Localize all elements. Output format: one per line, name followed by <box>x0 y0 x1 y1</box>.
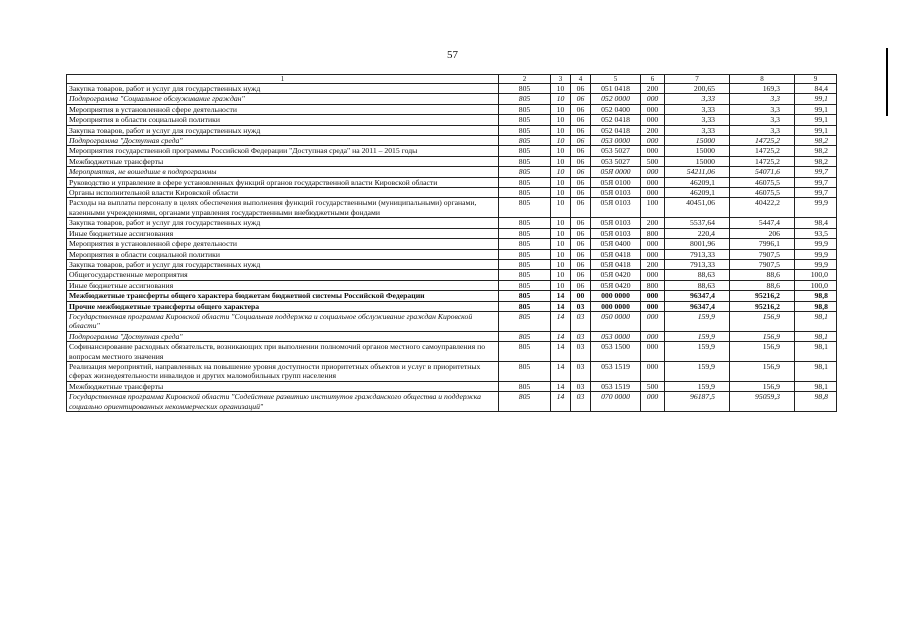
cell-percent: 98,1 <box>795 361 837 381</box>
cell-subsection: 06 <box>571 249 591 259</box>
cell-section: 10 <box>551 104 571 114</box>
cell-admin: 805 <box>499 270 551 280</box>
cell-expense-type: 000 <box>641 115 665 125</box>
table-row <box>67 280 837 290</box>
cell-percent: 98,8 <box>795 291 837 301</box>
cell-planned: 7913,33 <box>665 249 730 259</box>
cell-planned: 3,33 <box>665 104 730 114</box>
cell-expense-type: 200 <box>641 218 665 228</box>
cell-target-article: 05Я 0420 <box>591 270 641 280</box>
cell-target-article: 053 5027 <box>591 146 641 156</box>
cell-actual: 156,9 <box>730 381 795 391</box>
cell-admin: 805 <box>499 280 551 290</box>
budget-table <box>66 74 837 412</box>
cell-admin: 805 <box>499 342 551 362</box>
cell-target-article: 052 0000 <box>591 94 641 104</box>
cell-planned: 159,9 <box>665 311 730 331</box>
cell-planned: 5537,64 <box>665 218 730 228</box>
cell-admin: 805 <box>499 94 551 104</box>
cell-section: 10 <box>551 259 571 269</box>
cell-section: 10 <box>551 84 571 94</box>
cell-admin: 805 <box>499 104 551 114</box>
cell-actual: 14725,2 <box>730 156 795 166</box>
cell-planned: 3,33 <box>665 94 730 104</box>
cell-actual: 7996,1 <box>730 239 795 249</box>
cell-admin: 805 <box>499 198 551 218</box>
table-row <box>67 177 837 187</box>
cell-target-article: 053 5027 <box>591 156 641 166</box>
cell-planned: 159,9 <box>665 361 730 381</box>
table-row <box>67 381 837 391</box>
cell-expense-type: 000 <box>641 392 665 412</box>
cell-planned: 7913,33 <box>665 259 730 269</box>
row-name: Мероприятия, не вошедшие в подпрограммы <box>67 167 499 177</box>
cell-percent: 99,1 <box>795 125 837 135</box>
cell-actual: 88,6 <box>730 270 795 280</box>
cell-percent: 98,8 <box>795 392 837 412</box>
table-row <box>67 94 837 104</box>
cell-admin: 805 <box>499 381 551 391</box>
cell-actual: 88,6 <box>730 280 795 290</box>
table-row <box>67 361 837 381</box>
cell-section: 10 <box>551 94 571 104</box>
cell-expense-type: 000 <box>641 311 665 331</box>
cell-planned: 46209,1 <box>665 177 730 187</box>
cell-percent: 99,1 <box>795 94 837 104</box>
cell-admin: 805 <box>499 84 551 94</box>
cell-actual: 46075,5 <box>730 188 795 198</box>
cell-target-article: 052 0400 <box>591 104 641 114</box>
cell-expense-type: 800 <box>641 280 665 290</box>
cell-admin: 805 <box>499 228 551 238</box>
cell-section: 14 <box>551 301 571 311</box>
row-name: Государственная программа Кировской области "Социальная поддержка и социальное обслуживание граждан Кировской области" <box>67 311 499 331</box>
cell-subsection: 03 <box>571 361 591 381</box>
cell-target-article: 05Я 0400 <box>591 239 641 249</box>
cell-section: 10 <box>551 249 571 259</box>
cell-actual: 206 <box>730 228 795 238</box>
cell-target-article: 053 0000 <box>591 136 641 146</box>
column-header: 5 <box>591 75 641 84</box>
cell-actual: 156,9 <box>730 342 795 362</box>
cell-expense-type: 000 <box>641 301 665 311</box>
cell-subsection: 06 <box>571 218 591 228</box>
cell-section: 10 <box>551 177 571 187</box>
cell-planned: 54211,06 <box>665 167 730 177</box>
cell-subsection: 06 <box>571 84 591 94</box>
cell-expense-type: 000 <box>641 177 665 187</box>
cell-target-article: 000 0000 <box>591 301 641 311</box>
cell-section: 10 <box>551 115 571 125</box>
cell-actual: 14725,2 <box>730 146 795 156</box>
cell-planned: 88,63 <box>665 270 730 280</box>
cell-subsection: 03 <box>571 301 591 311</box>
column-header: 4 <box>571 75 591 84</box>
row-name: Реализация мероприятий, направленных на повышение уровня доступности приоритетных объектов и услуг в приоритетных сферах жизнедеятельности инвалидов и других маломобильных групп населения <box>67 361 499 381</box>
cell-section: 10 <box>551 218 571 228</box>
cell-subsection: 06 <box>571 104 591 114</box>
cell-percent: 99,1 <box>795 104 837 114</box>
cell-percent: 93,5 <box>795 228 837 238</box>
cell-expense-type: 000 <box>641 291 665 301</box>
cell-percent: 98,1 <box>795 311 837 331</box>
cell-target-article: 05Я 0418 <box>591 259 641 269</box>
cell-section: 10 <box>551 228 571 238</box>
cell-admin: 805 <box>499 291 551 301</box>
table-row <box>67 249 837 259</box>
cell-subsection: 06 <box>571 198 591 218</box>
cell-percent: 98,2 <box>795 156 837 166</box>
cell-percent: 99,9 <box>795 198 837 218</box>
table-row <box>67 392 837 412</box>
row-name: Закупка товаров, работ и услуг для государственных нужд <box>67 218 499 228</box>
cell-planned: 159,9 <box>665 331 730 341</box>
cell-target-article: 051 0418 <box>591 84 641 94</box>
row-name: Подпрограмма "Доступная среда" <box>67 331 499 341</box>
row-name: Мероприятия в области социальной политики <box>67 115 499 125</box>
cell-percent: 98,8 <box>795 301 837 311</box>
cell-expense-type: 000 <box>641 136 665 146</box>
cell-target-article: 000 0000 <box>591 291 641 301</box>
row-name: Иные бюджетные ассигнования <box>67 228 499 238</box>
cell-section: 10 <box>551 167 571 177</box>
cell-subsection: 06 <box>571 125 591 135</box>
cell-target-article: 053 1519 <box>591 381 641 391</box>
margin-line <box>886 48 888 116</box>
cell-percent: 99,9 <box>795 239 837 249</box>
row-name: Межбюджетные трансферты <box>67 156 499 166</box>
cell-subsection: 03 <box>571 331 591 341</box>
cell-percent: 99,9 <box>795 259 837 269</box>
cell-percent: 99,9 <box>795 249 837 259</box>
row-name: Мероприятия в области социальной политики <box>67 249 499 259</box>
cell-subsection: 06 <box>571 270 591 280</box>
cell-planned: 96347,4 <box>665 301 730 311</box>
cell-planned: 15000 <box>665 136 730 146</box>
cell-admin: 805 <box>499 301 551 311</box>
table-row <box>67 146 837 156</box>
cell-subsection: 06 <box>571 115 591 125</box>
cell-planned: 15000 <box>665 146 730 156</box>
cell-section: 10 <box>551 156 571 166</box>
cell-actual: 156,9 <box>730 361 795 381</box>
column-header: 6 <box>641 75 665 84</box>
cell-target-article: 05Я 0103 <box>591 198 641 218</box>
cell-actual: 3,3 <box>730 125 795 135</box>
cell-expense-type: 000 <box>641 270 665 280</box>
cell-admin: 805 <box>499 331 551 341</box>
row-name: Руководство и управление в сфере установленных функций органов государственной власти Кировской области <box>67 177 499 187</box>
cell-actual: 7907,5 <box>730 249 795 259</box>
cell-actual: 95216,2 <box>730 301 795 311</box>
cell-admin: 805 <box>499 115 551 125</box>
cell-subsection: 06 <box>571 259 591 269</box>
cell-target-article: 05Я 0103 <box>591 218 641 228</box>
row-name: Подпрограмма "Социальное обслуживание граждан" <box>67 94 499 104</box>
cell-target-article: 053 1519 <box>591 361 641 381</box>
cell-subsection: 06 <box>571 239 591 249</box>
cell-section: 10 <box>551 136 571 146</box>
table-row <box>67 291 837 301</box>
cell-target-article: 05Я 0103 <box>591 228 641 238</box>
cell-admin: 805 <box>499 218 551 228</box>
cell-planned: 200,65 <box>665 84 730 94</box>
cell-section: 14 <box>551 291 571 301</box>
cell-target-article: 070 0000 <box>591 392 641 412</box>
cell-planned: 15000 <box>665 156 730 166</box>
cell-actual: 95216,2 <box>730 291 795 301</box>
cell-target-article: 05Я 0103 <box>591 188 641 198</box>
cell-expense-type: 000 <box>641 167 665 177</box>
cell-section: 14 <box>551 311 571 331</box>
cell-expense-type: 200 <box>641 84 665 94</box>
cell-subsection: 03 <box>571 342 591 362</box>
cell-actual: 156,9 <box>730 331 795 341</box>
table-row <box>67 84 837 94</box>
row-name: Органы исполнительной власти Кировской области <box>67 188 499 198</box>
row-name: Иные бюджетные ассигнования <box>67 280 499 290</box>
column-header: 9 <box>795 75 837 84</box>
cell-expense-type: 000 <box>641 239 665 249</box>
cell-planned: 220,4 <box>665 228 730 238</box>
cell-target-article: 053 1500 <box>591 342 641 362</box>
cell-subsection: 03 <box>571 392 591 412</box>
cell-section: 14 <box>551 331 571 341</box>
cell-admin: 805 <box>499 188 551 198</box>
cell-expense-type: 000 <box>641 361 665 381</box>
row-name: Общегосударственные мероприятия <box>67 270 499 280</box>
cell-admin: 805 <box>499 311 551 331</box>
cell-section: 14 <box>551 381 571 391</box>
cell-expense-type: 800 <box>641 228 665 238</box>
table-row <box>67 239 837 249</box>
cell-admin: 805 <box>499 239 551 249</box>
cell-actual: 169,3 <box>730 84 795 94</box>
cell-expense-type: 100 <box>641 198 665 218</box>
cell-planned: 46209,1 <box>665 188 730 198</box>
cell-planned: 88,63 <box>665 280 730 290</box>
table-row <box>67 218 837 228</box>
cell-target-article: 05Я 0420 <box>591 280 641 290</box>
cell-percent: 100,0 <box>795 270 837 280</box>
cell-target-article: 05Я 0418 <box>591 249 641 259</box>
cell-admin: 805 <box>499 392 551 412</box>
column-header: 7 <box>665 75 730 84</box>
cell-target-article: 053 0000 <box>591 331 641 341</box>
table-row <box>67 104 837 114</box>
cell-percent: 98,2 <box>795 146 837 156</box>
cell-target-article: 052 0418 <box>591 125 641 135</box>
cell-target-article: 052 0418 <box>591 115 641 125</box>
cell-percent: 98,1 <box>795 342 837 362</box>
cell-subsection: 00 <box>571 291 591 301</box>
cell-expense-type: 000 <box>641 188 665 198</box>
cell-admin: 805 <box>499 177 551 187</box>
cell-subsection: 03 <box>571 311 591 331</box>
table-row <box>67 115 837 125</box>
cell-percent: 99,7 <box>795 167 837 177</box>
cell-section: 10 <box>551 198 571 218</box>
cell-subsection: 06 <box>571 177 591 187</box>
cell-subsection: 03 <box>571 381 591 391</box>
cell-expense-type: 000 <box>641 331 665 341</box>
cell-subsection: 06 <box>571 94 591 104</box>
row-name: Прочие межбюджетные трансферты общего характера <box>67 301 499 311</box>
cell-percent: 99,7 <box>795 177 837 187</box>
cell-expense-type: 000 <box>641 342 665 362</box>
cell-planned: 3,33 <box>665 125 730 135</box>
cell-subsection: 06 <box>571 228 591 238</box>
cell-expense-type: 500 <box>641 381 665 391</box>
column-header: 1 <box>67 75 499 84</box>
cell-planned: 96347,4 <box>665 291 730 301</box>
cell-expense-type: 000 <box>641 104 665 114</box>
table-row <box>67 311 837 331</box>
row-name: Мероприятия в установленной сфере деятельности <box>67 239 499 249</box>
table-row <box>67 270 837 280</box>
cell-subsection: 06 <box>571 146 591 156</box>
cell-subsection: 06 <box>571 280 591 290</box>
cell-section: 14 <box>551 361 571 381</box>
cell-expense-type: 000 <box>641 94 665 104</box>
table-row <box>67 136 837 146</box>
page-number: 57 <box>447 49 458 61</box>
cell-planned: 8001,96 <box>665 239 730 249</box>
cell-section: 10 <box>551 125 571 135</box>
cell-target-article: 05Я 0000 <box>591 167 641 177</box>
cell-subsection: 06 <box>571 167 591 177</box>
cell-admin: 805 <box>499 259 551 269</box>
cell-admin: 805 <box>499 136 551 146</box>
cell-section: 10 <box>551 270 571 280</box>
cell-admin: 805 <box>499 249 551 259</box>
header-row <box>67 75 837 84</box>
table-body <box>67 75 837 412</box>
column-header: 2 <box>499 75 551 84</box>
cell-planned: 40451,06 <box>665 198 730 218</box>
row-name: Закупка товаров, работ и услуг для государственных нужд <box>67 259 499 269</box>
cell-expense-type: 200 <box>641 125 665 135</box>
cell-percent: 84,4 <box>795 84 837 94</box>
row-name: Расходы на выплаты персоналу в целях обеспечения выполнения функций государственными (муниципальными) органами, казенными учреждениями, органами управления государственными внебюджетными фондами <box>67 198 499 218</box>
table-row <box>67 228 837 238</box>
cell-admin: 805 <box>499 146 551 156</box>
cell-planned: 159,9 <box>665 342 730 362</box>
cell-planned: 96187,5 <box>665 392 730 412</box>
table-row <box>67 342 837 362</box>
cell-actual: 7907,5 <box>730 259 795 269</box>
cell-percent: 99,1 <box>795 115 837 125</box>
cell-section: 10 <box>551 280 571 290</box>
cell-target-article: 050 0000 <box>591 311 641 331</box>
cell-planned: 159,9 <box>665 381 730 391</box>
cell-actual: 3,3 <box>730 94 795 104</box>
row-name: Подпрограмма "Доступная среда" <box>67 136 499 146</box>
row-name: Государственная программа Кировской области "Содействие развитию институтов гражданского общества и поддержка социально ориентированных некоммерческих организаций" <box>67 392 499 412</box>
cell-actual: 46075,5 <box>730 177 795 187</box>
table-row <box>67 156 837 166</box>
table-row <box>67 301 837 311</box>
cell-actual: 95059,3 <box>730 392 795 412</box>
table-row <box>67 125 837 135</box>
cell-percent: 100,0 <box>795 280 837 290</box>
cell-target-article: 05Я 0100 <box>591 177 641 187</box>
cell-actual: 54071,6 <box>730 167 795 177</box>
cell-section: 10 <box>551 146 571 156</box>
row-name: Закупка товаров, работ и услуг для государственных нужд <box>67 84 499 94</box>
row-name: Мероприятия в установленной сфере деятельности <box>67 104 499 114</box>
cell-actual: 3,3 <box>730 104 795 114</box>
cell-expense-type: 500 <box>641 156 665 166</box>
cell-percent: 98,1 <box>795 381 837 391</box>
cell-subsection: 06 <box>571 188 591 198</box>
cell-admin: 805 <box>499 125 551 135</box>
table-row <box>67 198 837 218</box>
cell-actual: 3,3 <box>730 115 795 125</box>
column-header: 3 <box>551 75 571 84</box>
cell-actual: 5447,4 <box>730 218 795 228</box>
cell-admin: 805 <box>499 361 551 381</box>
cell-expense-type: 200 <box>641 259 665 269</box>
table-row <box>67 331 837 341</box>
cell-percent: 99,7 <box>795 188 837 198</box>
cell-actual: 156,9 <box>730 311 795 331</box>
cell-actual: 40422,2 <box>730 198 795 218</box>
table-row <box>67 188 837 198</box>
row-name: Софинансирование расходных обязательств, возникающих при выполнении полномочий органов местного самоуправления по вопросам местного значения <box>67 342 499 362</box>
cell-percent: 98,1 <box>795 331 837 341</box>
cell-section: 10 <box>551 239 571 249</box>
table-row <box>67 259 837 269</box>
row-name: Закупка товаров, работ и услуг для государственных нужд <box>67 125 499 135</box>
row-name: Межбюджетные трансферты общего характера бюджетам бюджетной системы Российской Федерации <box>67 291 499 301</box>
row-name: Межбюджетные трансферты <box>67 381 499 391</box>
column-header: 8 <box>730 75 795 84</box>
cell-section: 14 <box>551 342 571 362</box>
cell-percent: 98,4 <box>795 218 837 228</box>
cell-section: 10 <box>551 188 571 198</box>
cell-actual: 14725,2 <box>730 136 795 146</box>
cell-admin: 805 <box>499 156 551 166</box>
cell-subsection: 06 <box>571 136 591 146</box>
cell-expense-type: 000 <box>641 146 665 156</box>
row-name: Мероприятия государственной программы Российской Федерации "Доступная среда" на 2011 – 2015 годы <box>67 146 499 156</box>
cell-subsection: 06 <box>571 156 591 166</box>
cell-expense-type: 000 <box>641 249 665 259</box>
table-row <box>67 167 837 177</box>
cell-admin: 805 <box>499 167 551 177</box>
cell-planned: 3,33 <box>665 115 730 125</box>
cell-section: 14 <box>551 392 571 412</box>
cell-percent: 98,2 <box>795 136 837 146</box>
